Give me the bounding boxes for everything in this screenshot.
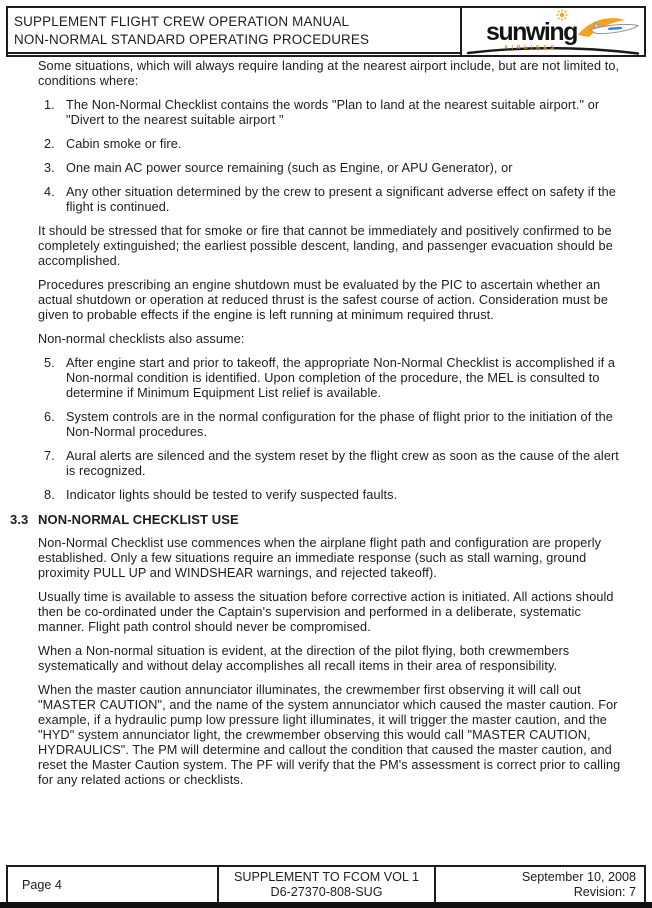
item-number: 6. bbox=[44, 410, 55, 424]
list-item bbox=[38, 185, 631, 215]
paragraph: Non-normal checklists also assume: bbox=[38, 332, 245, 346]
page-footer bbox=[6, 865, 646, 905]
item-number: 7. bbox=[44, 449, 55, 463]
header-line-1: SUPPLEMENT FLIGHT CREW OPERATION MANUAL bbox=[14, 14, 350, 29]
item-number: 5. bbox=[44, 356, 55, 370]
list-item bbox=[38, 488, 631, 503]
paragraph: Usually time is available to assess the situation before corrective action is initiated. All actions should then be co-ordinated under the Captain's supervision and performed in a deliberate, systematic manner. Flight path control should never be compromised. bbox=[38, 590, 614, 634]
item-text: After engine start and prior to takeoff, the appropriate Non-Normal Checklist is accomplished if a Non-normal condition is identified. Upon completion of the procedure, the MEL is consulted to determine if Minimum Equipment List relief is available. bbox=[66, 356, 616, 400]
item-number: 2. bbox=[44, 137, 55, 151]
paragraph-intro: Some situations, which will always require landing at the nearest airport include, but are not limited to, conditions where: bbox=[38, 59, 620, 88]
item-text: The Non-Normal Checklist contains the words "Plan to land at the nearest suitable airport." or "Divert to the nearest suitable airport " bbox=[66, 98, 600, 127]
list-item bbox=[38, 410, 631, 440]
list-item bbox=[38, 98, 631, 128]
item-number: 8. bbox=[44, 488, 55, 502]
paragraph: When the master caution annunciator illuminates, the crewmember first observing it will call out "MASTER CAUTION", and the name of the system annunciator which caused the master caution. For example, if a hydraulic pump low pressure light illuminates, it will trigger the master caution, and the "HYD" system annunciator light, the crewmember observing this would call "MASTER CAUTION, HYDRAULICS". The PM will determine and callout the condition that caused the master caution, and reset the Master Caution system. The PF will verify that the PM's assessment is correct prior to calling for any related actions or checklists. bbox=[38, 683, 621, 787]
section-heading bbox=[10, 512, 631, 527]
paragraph: When a Non-normal situation is evident, at the direction of the pilot flying, both crewmembers systematically and without delay accomplishes all recall items in their area of responsibility. bbox=[38, 644, 570, 673]
list-item bbox=[38, 137, 631, 152]
list-item bbox=[38, 356, 631, 401]
footer-document-cell bbox=[219, 867, 436, 903]
item-text: Indicator lights should be tested to verify suspected faults. bbox=[66, 488, 398, 502]
footer-revision-cell bbox=[436, 867, 644, 903]
item-text: Any other situation determined by the crew to present a significant adverse effect on safety if the flight is continued. bbox=[66, 185, 616, 214]
item-number: 1. bbox=[44, 98, 55, 112]
item-number: 3. bbox=[44, 161, 55, 175]
item-text: System controls are in the normal configuration for the phase of flight prior to the initiation of the Non-Normal procedures. bbox=[66, 410, 613, 439]
footer-doc-title: SUPPLEMENT TO FCOM VOL 1 bbox=[234, 870, 419, 884]
item-text: Aural alerts are silenced and the system reset by the flight crew as soon as the cause of the alert is recognized. bbox=[66, 449, 619, 478]
brand-text bbox=[486, 20, 577, 45]
footer-doc-number: D6-27370-808-SUG bbox=[270, 885, 383, 899]
item-text: Cabin smoke or fire. bbox=[66, 137, 182, 151]
section-title: NON-NORMAL CHECKLIST USE bbox=[38, 512, 239, 527]
page-body bbox=[10, 59, 631, 797]
airplane-icon bbox=[590, 22, 638, 34]
section-number: 3.3 bbox=[10, 512, 29, 527]
item-text: One main AC power source remaining (such as Engine, or APU Generator), or bbox=[66, 161, 513, 175]
paragraph: Procedures prescribing an engine shutdown must be evaluated by the PIC to ascertain whether an actual shutdown or operation at reduced thrust is the safest course of action. Consideration must be given to probable effects if the engine is left running at minimum required thrust. bbox=[38, 278, 608, 322]
footer-page-cell bbox=[8, 867, 219, 903]
brand-sun: sun bbox=[486, 18, 526, 46]
page-header bbox=[6, 6, 646, 57]
page-edge-bar bbox=[0, 902, 652, 908]
footer-date: September 10, 2008 bbox=[521, 870, 636, 884]
paragraph: Non-Normal Checklist use commences when the airplane flight path and configuration are properly established. Only a few situations require an immediate response (such as stall warning, ground proximity PULL UP and WINDSHEAR warnings, and rejected takeoff). bbox=[38, 536, 602, 580]
footer-revision: Revision: 7 bbox=[573, 885, 636, 899]
paragraph: It should be stressed that for smoke or fire that cannot be immediately and positively confirmed to be completely extinguished; the earliest possible descent, landing, and passenger evacuation should be accomplished. bbox=[38, 224, 613, 268]
page-number: Page 4 bbox=[22, 878, 62, 892]
item-number: 4. bbox=[44, 185, 55, 199]
list-item bbox=[38, 161, 631, 176]
list-item bbox=[38, 449, 631, 479]
header-line-2: NON-NORMAL STANDARD OPERATING PROCEDURES bbox=[14, 32, 370, 47]
header-title-block bbox=[8, 8, 460, 54]
brand-wing: wing bbox=[525, 18, 577, 46]
brand-subtext: AIRLINES bbox=[504, 45, 558, 51]
sunwing-logo bbox=[460, 8, 644, 55]
